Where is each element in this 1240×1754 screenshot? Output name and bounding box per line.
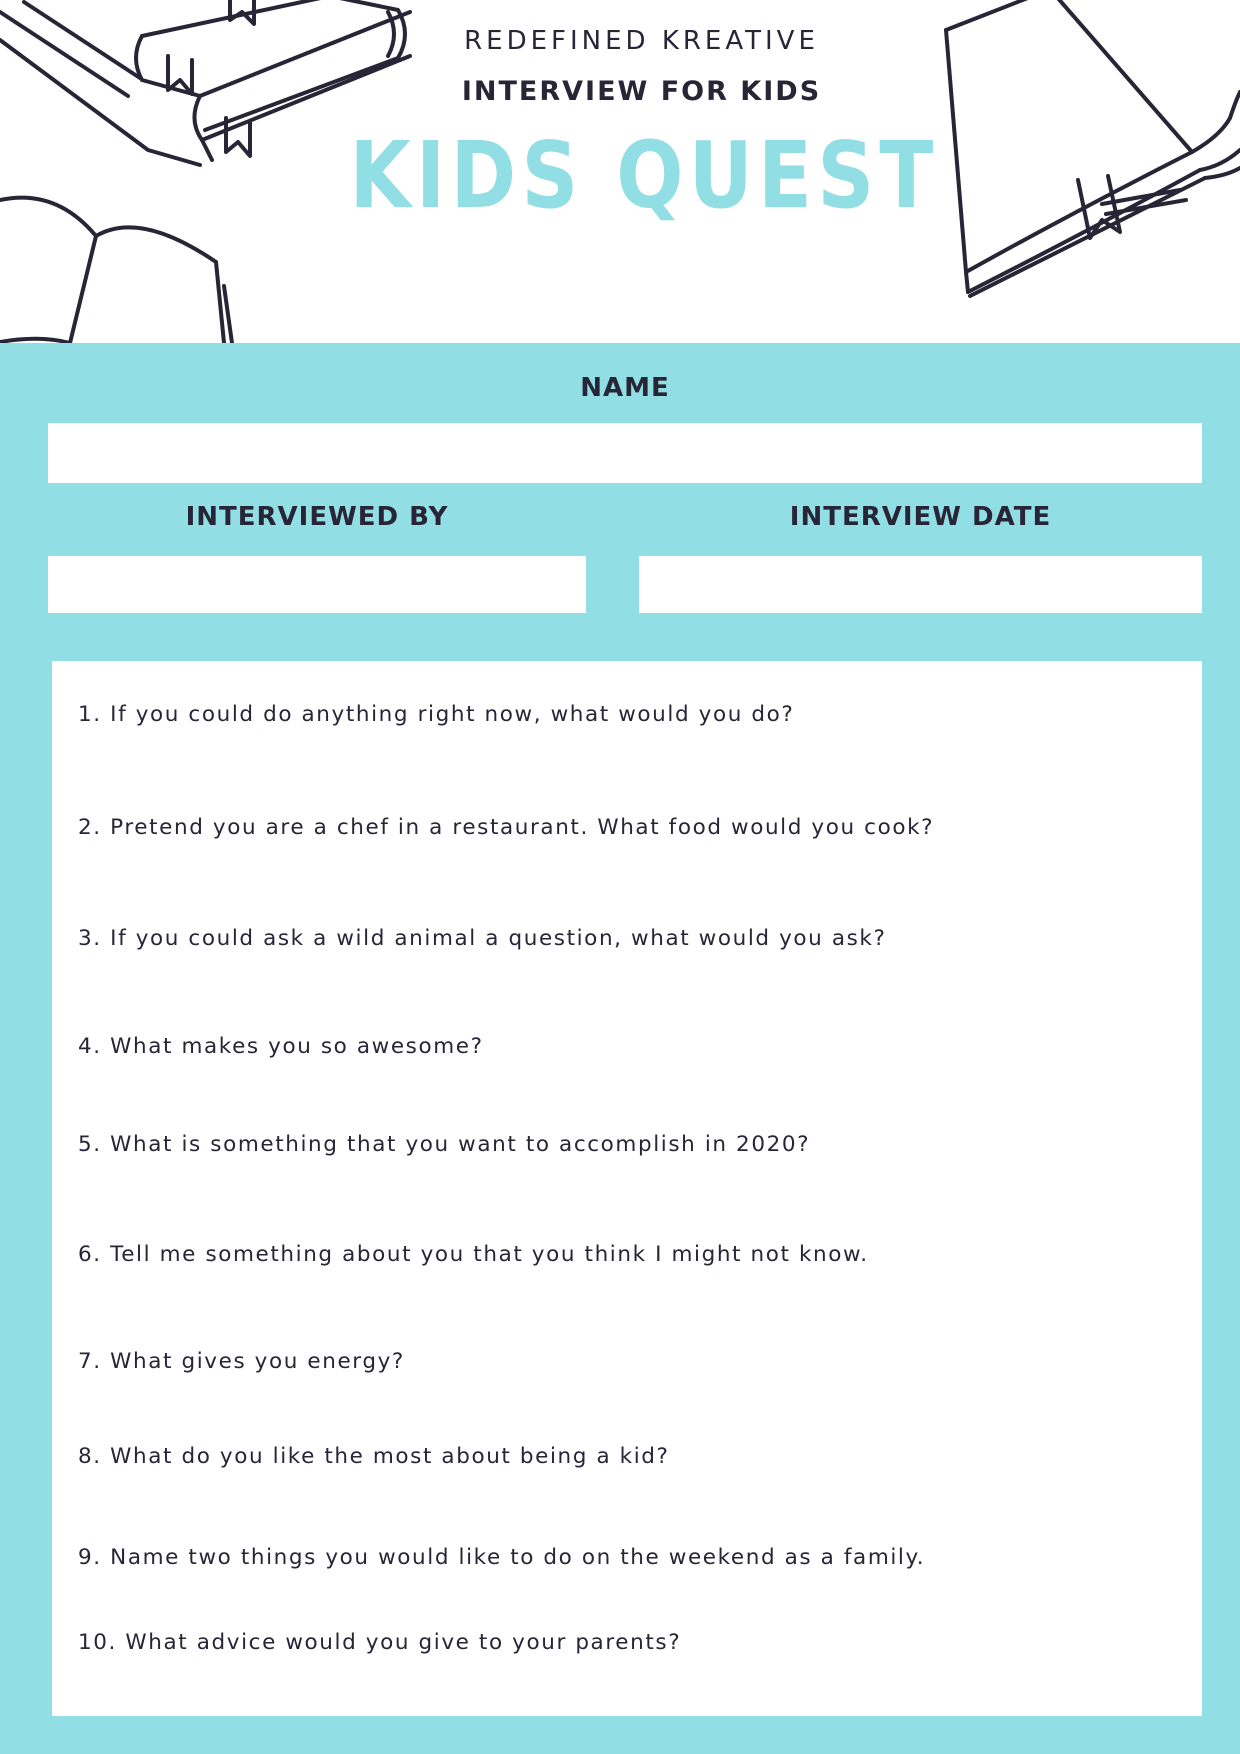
page-subtitle: INTERVIEW FOR KIDS (461, 76, 822, 107)
interviewed-by-field[interactable] (48, 556, 586, 613)
interviewed-by-label: INTERVIEWED BY (185, 502, 449, 532)
question-10: 10. What advice would you give to your parents? (78, 1630, 682, 1655)
question-3: 3. If you could ask a wild animal a question, what would you ask? (78, 926, 887, 951)
header (0, 0, 1240, 343)
name-label: NAME (580, 373, 670, 403)
question-1: 1. If you could do anything right now, what would you do? (78, 702, 795, 727)
question-2: 2. Pretend you are a chef in a restaurant. What food would you cook? (78, 815, 935, 840)
question-5: 5. What is something that you want to accomplish in 2020? (78, 1132, 811, 1157)
question-4: 4. What makes you so awesome? (78, 1034, 484, 1059)
question-8: 8. What do you like the most about being a kid? (78, 1444, 670, 1469)
brand-name: REDEFINED KREATIVE (464, 26, 819, 56)
question-7: 7. What gives you energy? (78, 1349, 405, 1374)
interview-date-label: INTERVIEW DATE (789, 502, 1052, 532)
question-9: 9. Name two things you would like to do on the weekend as a family. (78, 1545, 926, 1570)
question-6: 6. Tell me something about you that you think I might not know. (78, 1242, 869, 1267)
name-field[interactable] (48, 423, 1202, 483)
interview-date-field[interactable] (639, 556, 1202, 613)
page-title: KIDS QUEST (349, 122, 939, 229)
